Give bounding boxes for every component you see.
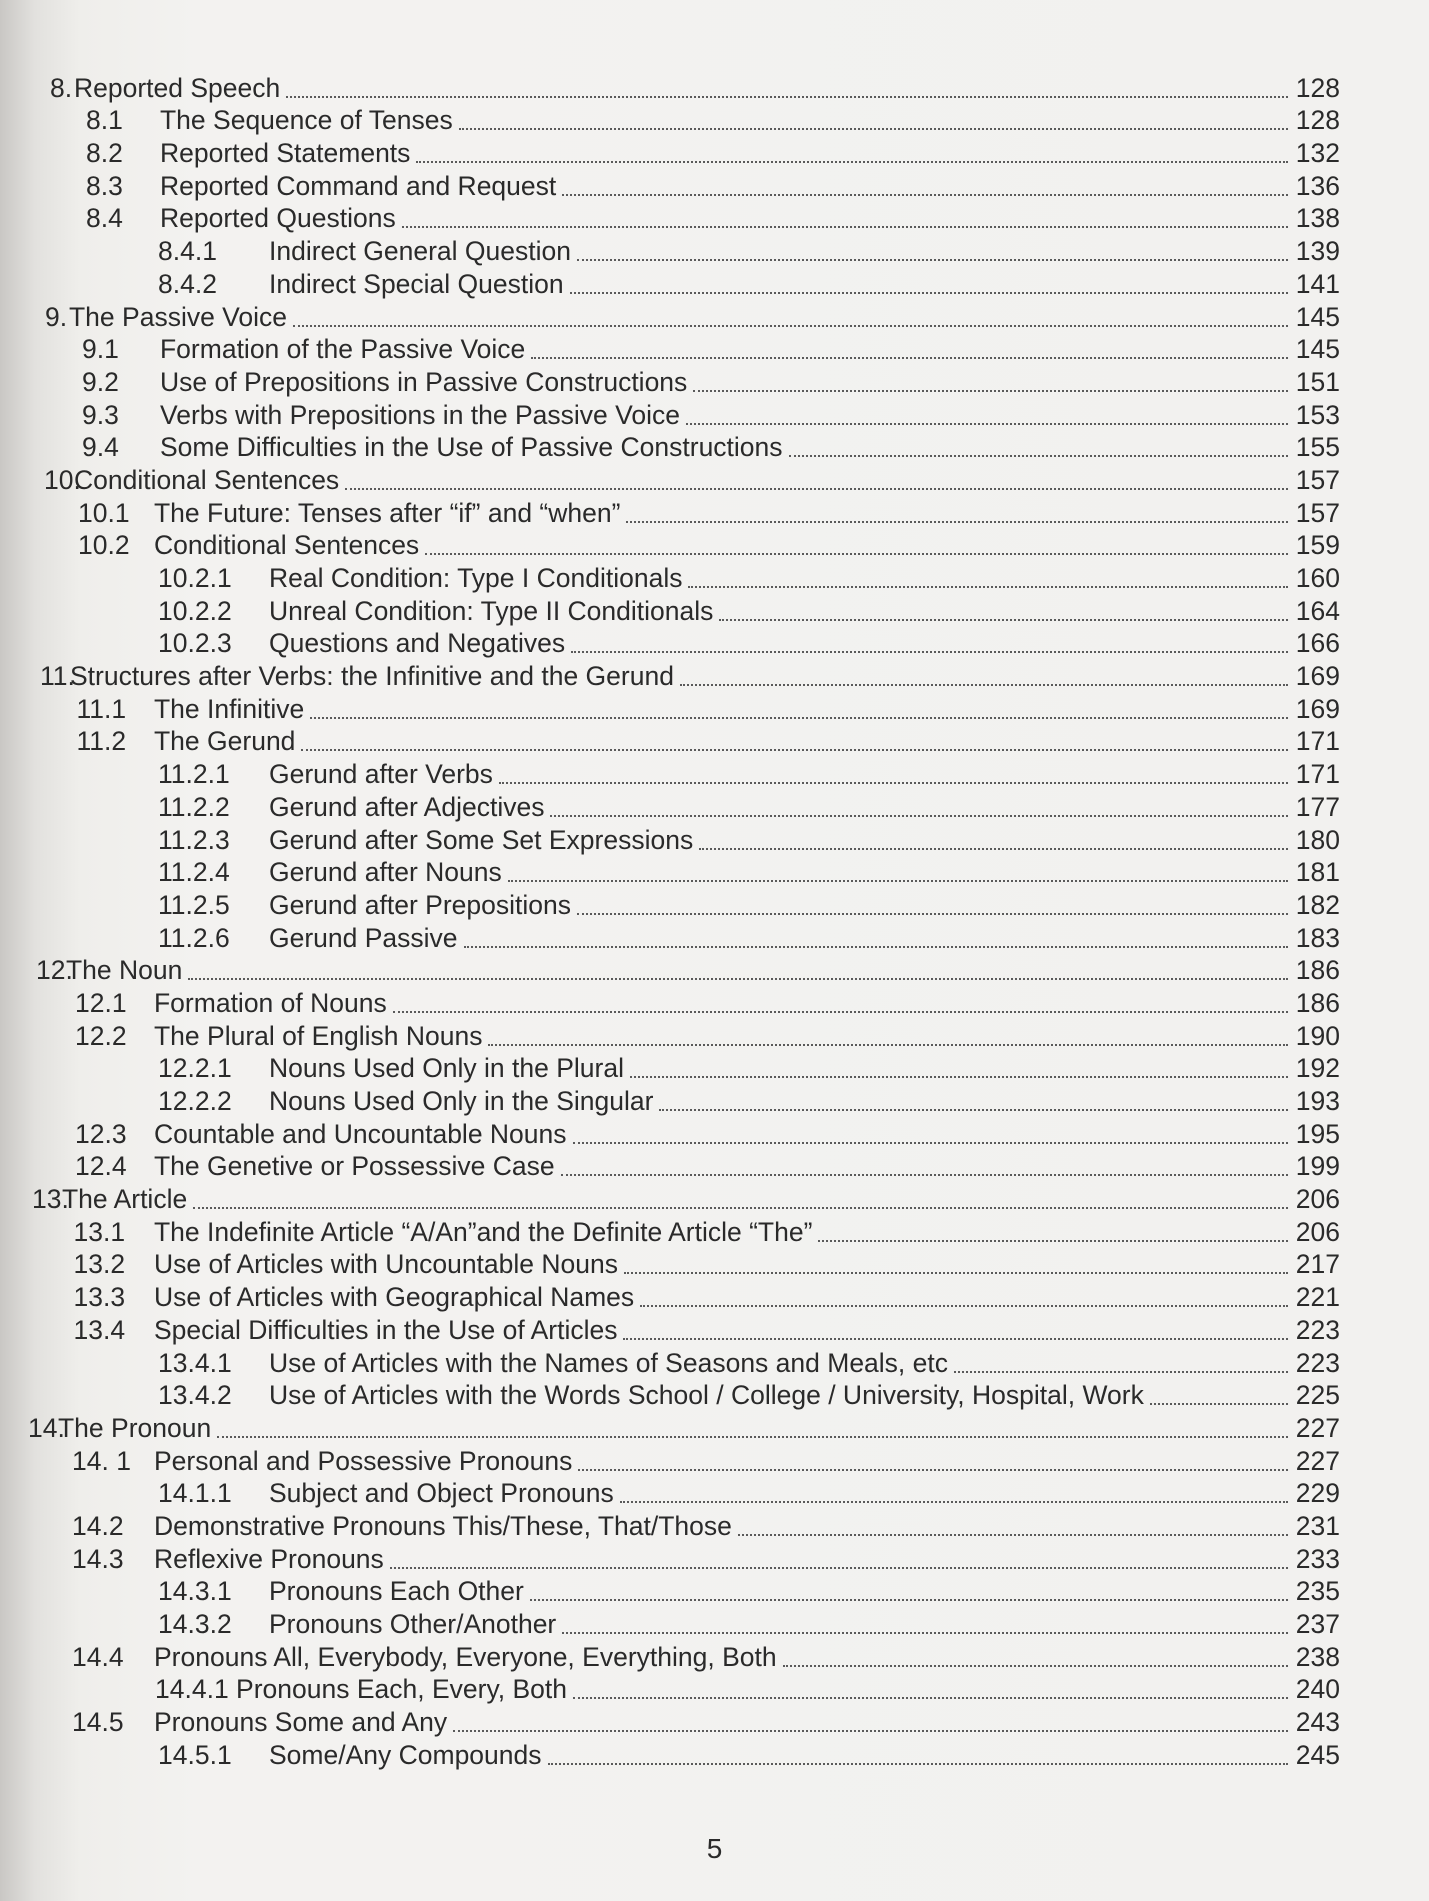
toc-entry — [0, 1606, 1429, 1639]
toc-entry-page: 186 — [1295, 955, 1340, 986]
toc-entry-page: 206 — [1295, 1216, 1340, 1247]
toc-entry-number: 8.3 — [86, 170, 123, 201]
dot-leader — [530, 1599, 1288, 1601]
toc-entry-page: 237 — [1295, 1609, 1340, 1639]
dot-leader — [425, 553, 1288, 555]
toc-entry — [0, 1508, 1429, 1541]
toc-entry-title: Structures after Verbs: the Infinitive and the Gerund — [70, 661, 674, 692]
toc-entry — [0, 1378, 1429, 1411]
toc-entry-page: 227 — [1295, 1412, 1340, 1443]
toc-entry-number: 8.4.1 — [158, 236, 217, 267]
dot-leader — [562, 1632, 1288, 1634]
toc-entry-title: Reported Speech — [74, 72, 281, 103]
toc-entry-page: 181 — [1295, 857, 1340, 888]
toc-entry-title: Formation of the Passive Voice — [160, 334, 526, 365]
toc-entry — [0, 985, 1429, 1018]
toc-entry-page: 233 — [1295, 1543, 1340, 1574]
toc-entry-number: 11.2.4 — [158, 857, 230, 888]
toc-entry-page: 227 — [1295, 1445, 1340, 1476]
toc-entry-page: 141 — [1295, 268, 1340, 299]
toc-entry-title: Pronouns All, Everybody, Everyone, Everything, Both — [154, 1641, 777, 1672]
toc-entry — [0, 201, 1429, 234]
toc-entry-number: 13. — [32, 1184, 69, 1215]
dot-leader — [550, 815, 1288, 817]
toc-entry — [0, 103, 1429, 136]
dot-leader — [688, 586, 1288, 588]
toc-entry — [0, 1443, 1429, 1476]
toc-entry-page: 157 — [1295, 497, 1340, 528]
toc-entry-page: 183 — [1295, 922, 1340, 953]
dot-leader — [499, 782, 1288, 784]
toc-entry-title: The Gerund — [154, 726, 296, 757]
toc-entry-number: 8.4 — [86, 203, 123, 234]
dot-leader — [686, 423, 1288, 425]
toc-entry-number: 14.3.2 — [158, 1609, 232, 1639]
toc-entry-title: Pronouns Other/Another — [269, 1609, 557, 1639]
toc-entry-page: 240 — [1295, 1674, 1340, 1705]
dot-leader — [301, 749, 1288, 751]
toc-entry-title: Conditional Sentences — [74, 464, 340, 495]
toc-entry-title: The Article — [62, 1184, 188, 1215]
toc-entry-page: 159 — [1295, 530, 1340, 561]
toc-entry-title: The Indefinite Article “A/An”and the Definite Article “The” — [154, 1216, 813, 1247]
toc-entry-title: Nouns Used Only in the Plural — [269, 1053, 624, 1084]
dot-leader — [217, 1436, 1288, 1438]
toc-entry-title: Pronouns Each Other — [269, 1576, 524, 1607]
toc-entry-title: Pronouns Some and Any — [154, 1707, 448, 1738]
toc-entry-page: 157 — [1295, 464, 1340, 495]
toc-entry-title: The Genetive or Possessive Case — [154, 1151, 555, 1182]
toc-entry — [0, 658, 1429, 691]
toc-entry-number: 12.2 — [75, 1020, 127, 1051]
toc-entry-number: 9.4 — [82, 432, 119, 463]
toc-entry-title: The Plural of English Nouns — [154, 1020, 483, 1051]
toc-entry — [0, 299, 1429, 332]
toc-entry-page: 192 — [1295, 1053, 1340, 1084]
dot-leader — [623, 1338, 1288, 1340]
toc-entry-page: 145 — [1295, 334, 1340, 365]
dot-leader — [459, 128, 1288, 130]
toc-entry — [0, 756, 1429, 789]
dot-leader — [738, 1534, 1288, 1536]
dot-leader — [453, 1730, 1288, 1732]
toc-entry-number: 14.1.1 — [158, 1478, 232, 1509]
dot-leader — [699, 848, 1288, 850]
dot-leader — [693, 390, 1288, 392]
toc-entry-number: 9.2 — [82, 366, 119, 397]
dot-leader — [680, 684, 1288, 686]
toc-entry-page: 171 — [1295, 726, 1340, 757]
toc-entry — [0, 1051, 1429, 1084]
toc-entry — [0, 1541, 1429, 1574]
dot-leader — [630, 1076, 1288, 1078]
dot-leader — [783, 1665, 1288, 1667]
toc-entry-number: 14.3.1 — [158, 1576, 232, 1607]
toc-entry — [0, 1116, 1429, 1149]
dot-leader — [659, 1109, 1288, 1111]
toc-entry-page: 132 — [1295, 138, 1340, 169]
toc-entry — [0, 1247, 1429, 1280]
toc-entry-number: 13.4.2 — [158, 1380, 232, 1411]
toc-entry-title: Questions and Negatives — [269, 628, 566, 659]
toc-entry-page: 145 — [1295, 301, 1340, 332]
toc-entry-page: 221 — [1295, 1282, 1340, 1313]
dot-leader — [570, 292, 1288, 294]
toc-entry-title: Reflexive Pronouns — [154, 1543, 384, 1574]
toc-entry-number: 8. — [50, 72, 73, 103]
toc-entry-page: 229 — [1295, 1478, 1340, 1509]
toc-entry-title: The Infinitive — [154, 693, 305, 724]
toc-entry-page: 195 — [1295, 1118, 1340, 1149]
toc-entry-page: 180 — [1295, 824, 1340, 855]
toc-entry-number: 11.2.3 — [158, 824, 230, 855]
toc-entry-number: 9.3 — [82, 399, 119, 430]
toc-entry-title: The Pronoun — [58, 1412, 212, 1443]
toc-entry-number: 13.4 — [73, 1314, 126, 1345]
toc-entry-page: 151 — [1295, 366, 1340, 397]
toc-entry-title: 14.4.1 Pronouns Each, Every, Both — [155, 1674, 567, 1705]
toc-entry-page: 231 — [1295, 1510, 1340, 1541]
toc-entry — [0, 691, 1429, 724]
toc-entry-number: 14.4 — [72, 1641, 124, 1672]
toc-entry-number: 8.4.2 — [158, 268, 217, 299]
toc-entry-number: 11.2.2 — [158, 791, 230, 822]
toc-entry-page: 136 — [1295, 170, 1340, 201]
toc-entry-page: 128 — [1295, 105, 1340, 136]
toc-entry — [0, 1704, 1429, 1737]
toc-entry — [0, 560, 1429, 593]
toc-entry-title: Subject and Object Pronouns — [269, 1478, 614, 1509]
toc-entry-title: Indirect Special Question — [269, 268, 564, 299]
toc-entry — [0, 332, 1429, 365]
dot-leader — [954, 1371, 1288, 1373]
page-number: 5 — [706, 1833, 723, 1864]
toc-entry — [0, 1214, 1429, 1247]
toc-entry-number: 11.2 — [76, 726, 127, 757]
dot-leader — [573, 1142, 1288, 1144]
toc-entry-number: 8.2 — [86, 138, 123, 169]
toc-entry-number: 12. — [36, 955, 73, 986]
toc-entry-page: 169 — [1295, 661, 1340, 692]
toc-entry-title: Gerund after Adjectives — [269, 791, 545, 822]
toc-entry-title: The Noun — [66, 955, 183, 986]
dot-leader — [508, 880, 1288, 882]
toc-entry-title: Countable and Uncountable Nouns — [154, 1118, 567, 1149]
toc-entry-title: The Future: Tenses after “if” and “when” — [154, 497, 621, 528]
toc-entry-page: 193 — [1295, 1086, 1340, 1116]
toc-entry-number: 10.2.1 — [158, 563, 232, 593]
toc-entry-page: 169 — [1295, 693, 1340, 724]
toc-entry — [0, 1181, 1429, 1214]
toc-entry-title: Some/Any Compounds — [269, 1739, 542, 1770]
toc-entry-page: 171 — [1295, 759, 1340, 790]
toc-entry-title: The Passive Voice — [69, 301, 288, 332]
toc-entry — [0, 1672, 1429, 1705]
toc-entry-title: Use of Articles with Geographical Names — [154, 1282, 635, 1313]
toc-entry — [0, 855, 1429, 888]
toc-entry-number: 9. — [45, 301, 68, 332]
toc-entry — [0, 953, 1429, 986]
toc-entry-number: 12.4 — [75, 1151, 127, 1182]
toc-entry-title: Indirect General Question — [269, 236, 571, 267]
toc-entry-page: 199 — [1295, 1151, 1340, 1182]
dot-leader — [310, 717, 1288, 719]
dot-leader — [789, 455, 1288, 457]
toc-entry-title: Conditional Sentences — [154, 530, 420, 561]
dot-leader — [626, 521, 1288, 523]
dot-leader — [390, 1567, 1288, 1569]
toc-entry-number: 10.1 — [78, 497, 130, 528]
toc-entry-page: 190 — [1295, 1020, 1340, 1051]
dot-leader — [345, 488, 1288, 490]
toc-entry — [0, 1345, 1429, 1378]
toc-entry-number: 11. — [40, 661, 75, 692]
toc-entry — [0, 1149, 1429, 1182]
toc-entry — [0, 626, 1429, 659]
toc-entry — [0, 266, 1429, 299]
toc-entry-page: 177 — [1295, 791, 1340, 822]
toc-entry-page: 138 — [1295, 203, 1340, 234]
toc-entry — [0, 70, 1429, 103]
toc-entry — [0, 1476, 1429, 1509]
toc-entry-number: 9.1 — [82, 334, 119, 365]
toc-entry — [0, 887, 1429, 920]
toc-entry-title: Some Difficulties in the Use of Passive Constructions — [160, 432, 783, 463]
toc-entry — [0, 364, 1429, 397]
dot-leader — [640, 1305, 1288, 1307]
toc-entry — [0, 462, 1429, 495]
toc-entry-number: 13.4.1 — [158, 1347, 232, 1378]
dot-leader — [818, 1240, 1288, 1242]
dot-leader — [488, 1044, 1288, 1046]
toc-entry — [0, 1083, 1429, 1116]
dot-leader — [562, 194, 1288, 196]
toc-entry-number: 11.2.6 — [158, 922, 230, 953]
toc-entry — [0, 920, 1429, 953]
toc-entry-title: Nouns Used Only in the Singular — [269, 1086, 654, 1116]
toc-entry-page: 128 — [1295, 72, 1340, 103]
toc-entry-title: Verbs with Prepositions in the Passive Voice — [160, 399, 680, 430]
toc-entry-title: Gerund after Some Set Expressions — [269, 824, 694, 855]
toc-entry-title: Gerund after Prepositions — [269, 889, 571, 920]
dot-leader — [393, 1011, 1288, 1013]
toc-entry-title: Reported Questions — [160, 203, 396, 234]
toc-entry-number: 10.2.2 — [158, 595, 232, 626]
toc-entry-number: 8.1 — [86, 105, 123, 136]
toc-entry — [0, 1312, 1429, 1345]
toc-entry — [0, 1639, 1429, 1672]
toc-entry — [0, 168, 1429, 201]
dot-leader — [577, 913, 1288, 915]
toc-entry-page: 153 — [1295, 399, 1340, 430]
toc-entry-title: Gerund after Nouns — [269, 857, 502, 888]
toc-entry-title: Real Condition: Type I Conditionals — [269, 563, 683, 593]
toc-entry-number: 14. — [28, 1412, 65, 1443]
dot-leader — [620, 1501, 1288, 1503]
toc-entry-title: Personal and Possessive Pronouns — [154, 1445, 573, 1476]
toc-entry-page: 243 — [1295, 1707, 1340, 1738]
toc-entry-page: 245 — [1295, 1739, 1340, 1770]
dot-leader — [464, 946, 1288, 948]
toc-entry-title: Reported Statements — [160, 138, 411, 169]
dot-leader — [577, 259, 1288, 261]
toc-entry-title: Unreal Condition: Type II Conditionals — [269, 595, 714, 626]
toc-entry — [0, 1737, 1429, 1770]
dot-leader — [578, 1469, 1288, 1471]
dot-leader — [719, 619, 1288, 621]
toc-entry-number: 10. — [44, 464, 81, 495]
toc-entry-title: Demonstrative Pronouns This/These, That/Those — [154, 1510, 732, 1541]
toc-entry-title: Use of Articles with the Names of Seasons and Meals, etc — [269, 1347, 949, 1378]
toc-entry — [0, 233, 1429, 266]
toc-entry — [0, 1018, 1429, 1051]
toc-entry-number: 11.2.1 — [158, 759, 230, 790]
dot-leader — [1150, 1403, 1288, 1405]
toc-entry-number: 13.1 — [73, 1216, 126, 1247]
toc-entry-number: 14.5.1 — [158, 1739, 232, 1770]
toc-entry-title: Formation of Nouns — [154, 987, 387, 1018]
toc-entry-number: 12.2.1 — [158, 1053, 232, 1084]
toc-entry-title: The Sequence of Tenses — [160, 105, 453, 136]
toc-entry-number: 13.2 — [73, 1249, 126, 1280]
dot-leader — [416, 161, 1288, 163]
toc-entry-number: 11.1 — [76, 693, 127, 724]
toc-entry-page: 217 — [1295, 1249, 1340, 1280]
dot-leader — [531, 357, 1288, 359]
toc-entry-number: 10.2.3 — [158, 628, 232, 659]
dot-leader — [573, 1697, 1288, 1699]
dot-leader — [293, 325, 1288, 327]
toc-entry-title: Use of Prepositions in Passive Constructions — [160, 366, 688, 397]
toc-entry-page: 182 — [1295, 889, 1340, 920]
toc-entry-page: 238 — [1295, 1641, 1340, 1672]
toc-entry — [0, 1574, 1429, 1607]
toc-entry — [0, 724, 1429, 757]
dot-leader — [548, 1763, 1288, 1765]
dot-leader — [571, 651, 1288, 653]
toc-entry — [0, 1279, 1429, 1312]
toc-entry — [0, 822, 1429, 855]
toc-entry-page: 223 — [1295, 1314, 1340, 1345]
toc-entry-page: 186 — [1295, 987, 1340, 1018]
toc-entry — [0, 528, 1429, 561]
dot-leader — [286, 96, 1288, 98]
toc-entry-number: 11.2.5 — [158, 889, 230, 920]
toc-entry-title: Use of Articles with the Words School / College / University, Hospital, Work — [269, 1380, 1144, 1411]
toc-entry-title: Gerund Passive — [269, 922, 458, 953]
toc-entry-title: Reported Command and Request — [160, 170, 557, 201]
dot-leader — [561, 1174, 1288, 1176]
toc-entry-number: 12.2.2 — [158, 1086, 232, 1116]
toc-entry-page: 164 — [1295, 595, 1340, 626]
toc-entry-title: Use of Articles with Uncountable Nouns — [154, 1249, 618, 1280]
toc-entry-title: Gerund after Verbs — [269, 759, 493, 790]
toc-entry-number: 14.2 — [72, 1510, 124, 1541]
dot-leader — [188, 978, 1288, 980]
toc-entry — [0, 789, 1429, 822]
toc-entry-page: 160 — [1295, 563, 1340, 593]
toc-entry — [0, 593, 1429, 626]
toc-entry — [0, 495, 1429, 528]
toc-entry-number: 10.2 — [78, 530, 130, 561]
toc-entry — [0, 397, 1429, 430]
dot-leader — [402, 226, 1288, 228]
dot-leader — [624, 1272, 1288, 1274]
toc-entry — [0, 1410, 1429, 1443]
table-of-contents — [0, 70, 1429, 1770]
toc-entry-page: 235 — [1295, 1576, 1340, 1607]
toc-entry — [0, 430, 1429, 463]
toc-entry-page: 155 — [1295, 432, 1340, 463]
toc-entry-page: 206 — [1295, 1184, 1340, 1215]
toc-entry-page: 166 — [1295, 628, 1340, 659]
toc-entry-page: 223 — [1295, 1347, 1340, 1378]
toc-entry-title: Special Difficulties in the Use of Articles — [154, 1314, 618, 1345]
toc-entry-number: 13.3 — [73, 1282, 126, 1313]
toc-entry-number: 12.3 — [75, 1118, 127, 1149]
toc-entry-page: 225 — [1295, 1380, 1340, 1411]
dot-leader — [193, 1207, 1288, 1209]
toc-entry-number: 12.1 — [75, 987, 127, 1018]
toc-entry-number: 14.3 — [72, 1543, 124, 1574]
toc-entry-page: 139 — [1295, 236, 1340, 267]
toc-entry-number: 14.5 — [72, 1707, 124, 1738]
toc-entry — [0, 135, 1429, 168]
toc-entry-number: 14. 1 — [72, 1445, 131, 1476]
